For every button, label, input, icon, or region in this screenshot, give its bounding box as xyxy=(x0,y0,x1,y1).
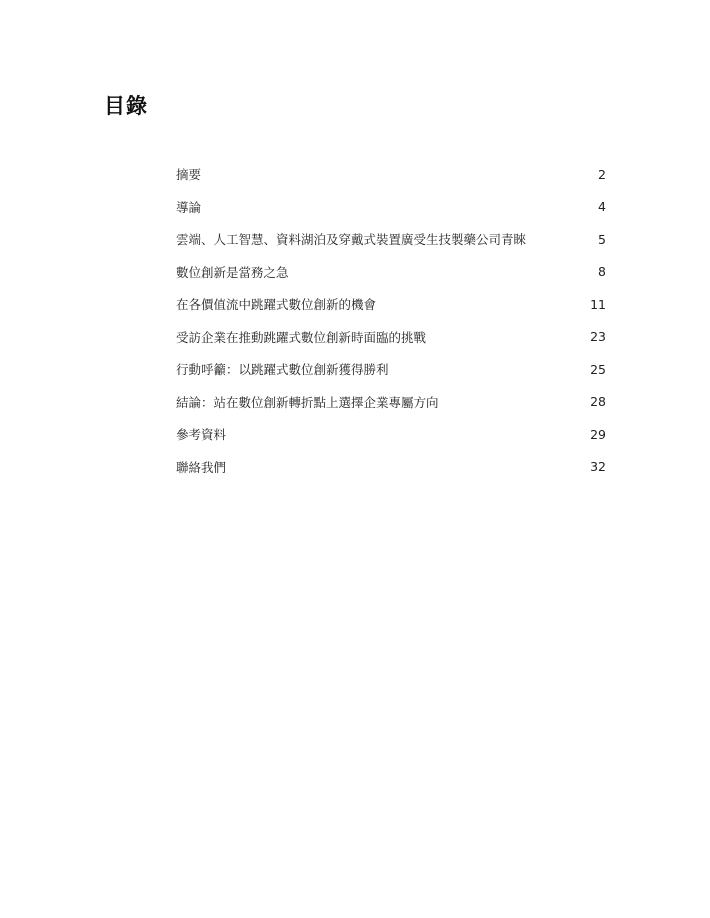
toc-entry-title: 數位創新是當務之急 xyxy=(176,264,289,280)
toc-entry-title: 摘要 xyxy=(176,167,202,183)
toc-entry-page: 11 xyxy=(590,296,606,312)
page-title: 目錄 xyxy=(104,94,148,118)
toc-entry-page: 29 xyxy=(590,426,606,442)
toc-entry[interactable] xyxy=(176,256,606,289)
toc-entry-page: 5 xyxy=(598,231,606,247)
toc-entry-title: 雲端、人工智慧、資料湖泊及穿戴式裝置廣受生技製藥公司青睞 xyxy=(176,232,527,248)
toc-entry[interactable] xyxy=(176,353,606,386)
toc-entry[interactable] xyxy=(176,223,606,256)
toc-entry-title: 行動呼籲：以跳躍式數位創新獲得勝利 xyxy=(176,362,389,378)
toc-entry[interactable] xyxy=(176,158,606,191)
toc-entry-page: 23 xyxy=(590,329,606,345)
toc-entry-title: 參考資料 xyxy=(176,427,227,443)
toc-entry[interactable] xyxy=(176,451,606,484)
toc-entry-page: 4 xyxy=(598,199,606,215)
table-of-contents xyxy=(176,158,606,483)
toc-entry[interactable] xyxy=(176,191,606,224)
toc-entry-title: 受訪企業在推動跳躍式數位創新時面臨的挑戰 xyxy=(176,329,427,345)
toc-entry-title: 聯絡我們 xyxy=(176,459,227,475)
toc-entry[interactable] xyxy=(176,321,606,354)
toc-entry[interactable] xyxy=(176,418,606,451)
toc-entry-title: 在各價值流中跳躍式數位創新的機會 xyxy=(176,297,377,313)
toc-entry-title: 結論：站在數位創新轉折點上選擇企業專屬方向 xyxy=(176,394,439,410)
toc-entry-page: 2 xyxy=(598,166,606,182)
toc-entry-page: 8 xyxy=(598,264,606,280)
toc-entry-page: 28 xyxy=(590,394,606,410)
toc-entry-page: 32 xyxy=(590,459,606,475)
toc-entry-title: 導論 xyxy=(176,199,202,215)
toc-entry[interactable] xyxy=(176,288,606,321)
toc-entry-page: 25 xyxy=(590,361,606,377)
toc-entry[interactable] xyxy=(176,386,606,419)
